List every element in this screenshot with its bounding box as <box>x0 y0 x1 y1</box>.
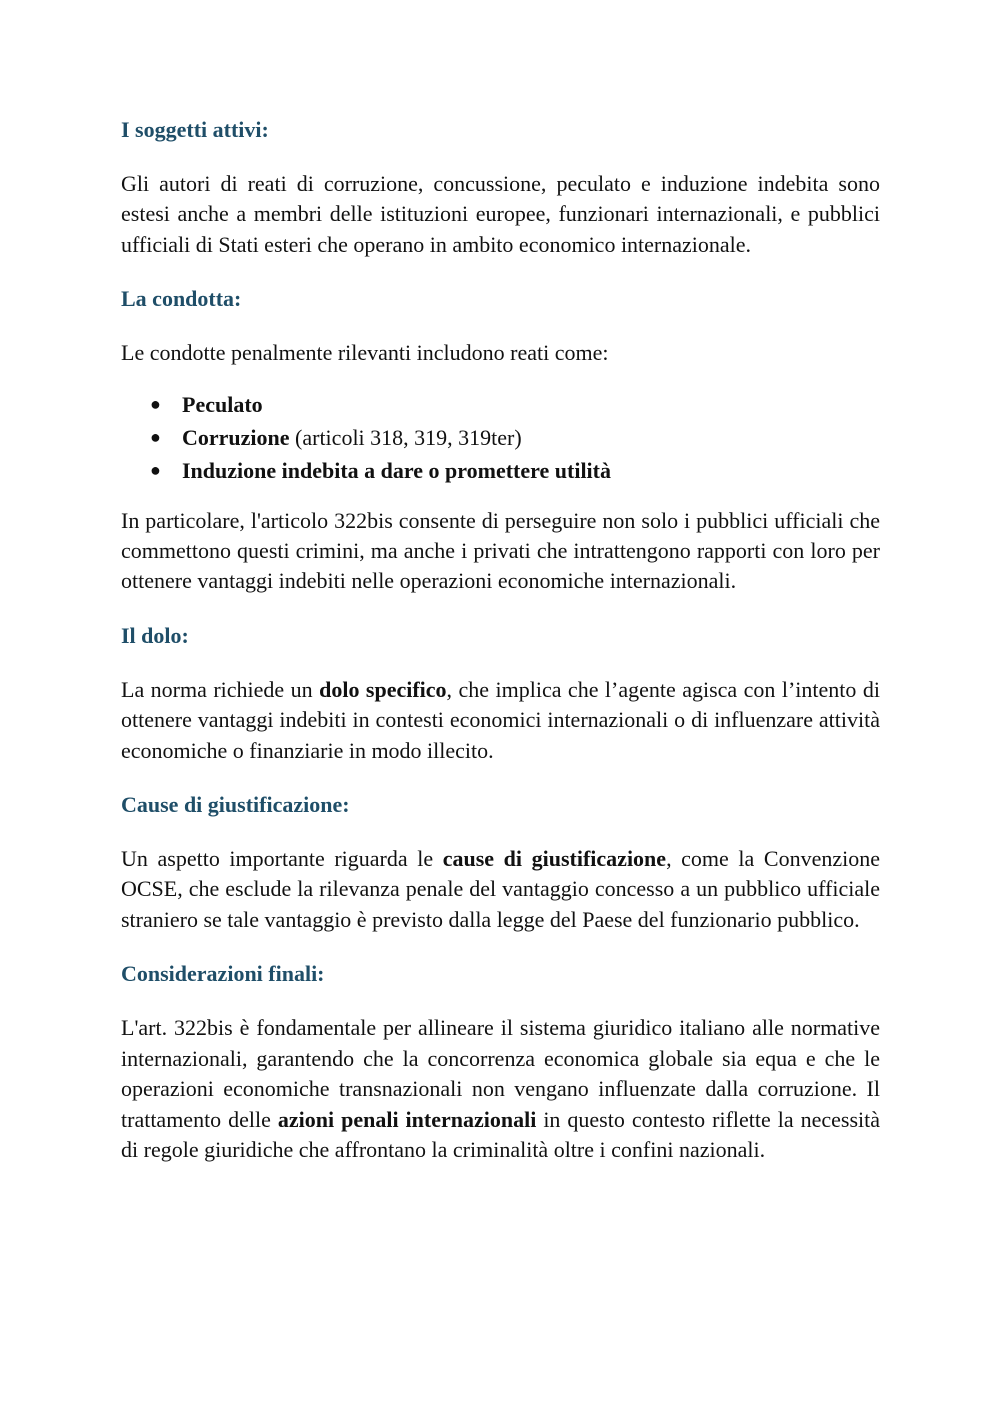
bold-term: cause di giustificazione <box>442 846 667 872</box>
bullet-icon: ● <box>150 393 161 414</box>
heading-dolo: Il dolo: <box>121 622 189 648</box>
paragraph-soggetti-attivi: Gli autori di reati di corruzione, concussione, peculato e induzione indebita sono estesi anche a membri delle istituzioni europee, funzionari internazionali, e pubblici ufficiali di Stati esteri che operano in ambito economico internazionale. <box>121 171 880 257</box>
heading-cause-giustificazione: Cause di giustificazione: <box>121 792 350 818</box>
list-item <box>121 454 880 487</box>
paragraph-considerazioni-finali: L'art. 322bis è fondamentale per allineare il sistema giuridico italiano alle normative internazionali, garantendo che la concorrenza economica globale sia equa e che le operazioni economiche transnazionali non vengano influenzate dalla corruzione. Il trattamento delle azioni penali internazionali in questo contesto riflette la necessità di regole giuridiche che affrontano la criminalità oltre i confini nazionali. <box>121 1015 881 1162</box>
bold-term: dolo specifico <box>319 676 447 702</box>
paragraph-dolo: La norma richiede un dolo specifico, che implica che l’agente agisca con l’intento di ottenere vantaggi indebiti in contesti economici internazionali o di influenzare attività economiche o finanziarie in modo illecito. <box>121 676 880 763</box>
list-item-text: (articoli 318, 319, 319ter) <box>289 424 522 450</box>
list-item-bold: Corruzione <box>182 424 290 450</box>
paragraph-condotta-intro: Le condotte penalmente rilevanti includono reati come: <box>121 340 609 366</box>
paragraph-condotta: In particolare, l'articolo 322bis consente di perseguire non solo i pubblici ufficiali che commettono questi crimini, ma anche i privati che intrattengono rapporti con loro per ottenere vantaggi indebiti nelle operazioni economiche internazionali. <box>121 507 880 594</box>
bold-term: azioni penali internazionali <box>277 1106 537 1132</box>
bullet-icon: ● <box>150 426 161 447</box>
list-item <box>121 388 880 421</box>
heading-condotta: La condotta: <box>121 286 242 312</box>
list-item-bold: Peculato <box>182 391 263 417</box>
paragraph-cause-giustificazione: Un aspetto importante riguarda le cause di giustificazione, come la Convenzione OCSE, che esclude la rilevanza penale del vantaggio concesso a un pubblico ufficiale straniero se tale vantaggio è previsto dalla legge del Paese del funzionario pubblico. <box>121 846 880 932</box>
list-item <box>121 421 880 454</box>
bullet-icon: ● <box>150 459 161 480</box>
list-item-bold: Induzione indebita a dare o promettere utilità <box>182 457 611 483</box>
heading-considerazioni-finali: Considerazioni finali: <box>121 961 325 987</box>
heading-soggetti-attivi: I soggetti attivi: <box>121 117 269 142</box>
document-page <box>121 115 880 1165</box>
condotta-list <box>121 388 880 487</box>
